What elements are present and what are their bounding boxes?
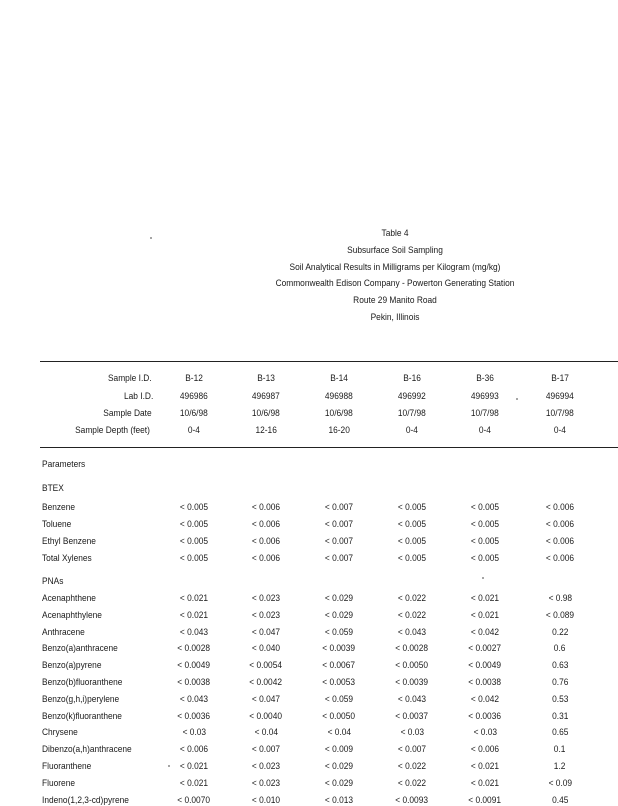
header-date-cell: 10/7/98 — [398, 408, 426, 419]
parameters-heading: Parameters — [42, 459, 86, 470]
result-cell: < 0.005 — [397, 553, 427, 564]
result-cell: < 0.029 — [324, 761, 354, 772]
result-cell: < 0.04 — [327, 727, 351, 739]
result-cell: < 0.042 — [470, 626, 500, 638]
result-cell: < 0.006 — [545, 536, 575, 547]
btex-heading: BTEX — [42, 483, 64, 494]
table-number: Table 4 — [381, 228, 409, 239]
site-address: Route 29 Manito Road — [353, 295, 437, 307]
parameter-name: Benzo(g,h,i)perylene — [42, 693, 120, 705]
result-cell: < 0.021 — [179, 761, 209, 772]
result-cell: < 0.010 — [251, 794, 281, 806]
result-cell: < 0.0037 — [395, 710, 429, 722]
table-results-caption: Soil Analytical Results in Milligrams per Kilogram (mg/kg) — [289, 261, 501, 273]
header-lab-id-cell: 496993 — [471, 391, 499, 402]
result-cell: < 0.013 — [324, 794, 354, 806]
result-cell: < 0.089 — [545, 609, 575, 621]
parameter-name: Indeno(1,2,3-cd)pyrene — [42, 794, 129, 806]
result-cell: < 0.0049 — [468, 660, 502, 672]
header-sample-id-cell: B-36 — [476, 373, 494, 384]
result-cell: < 0.059 — [324, 626, 354, 638]
result-cell: < 0.029 — [324, 777, 354, 789]
result-cell: < 0.0049 — [177, 660, 211, 672]
result-cell: < 0.006 — [251, 519, 281, 530]
parameter-name: Acenaphthylene — [42, 609, 102, 621]
result-cell: 0.45 — [551, 794, 569, 806]
result-cell: 0.31 — [551, 710, 569, 722]
parameter-name: Chrysene — [42, 727, 78, 739]
result-cell: < 0.059 — [324, 693, 354, 705]
result-cell: < 0.005 — [470, 519, 500, 530]
result-cell: < 0.007 — [324, 519, 354, 530]
table-subtitle: Subsurface Soil Sampling — [347, 244, 443, 256]
result-cell: < 0.005 — [470, 536, 500, 547]
result-cell: < 0.021 — [179, 609, 209, 621]
header-lab-id-cell: 496986 — [180, 391, 208, 402]
result-cell: < 0.043 — [179, 626, 209, 638]
result-cell: 0.63 — [551, 660, 569, 672]
parameter-name: Benzene — [42, 502, 76, 513]
result-cell: < 0.042 — [470, 693, 500, 705]
header-lab-id-cell: 496992 — [398, 391, 426, 402]
result-cell: < 0.005 — [470, 553, 500, 564]
parameter-name: Dibenzo(a,h)anthracene — [42, 744, 132, 756]
result-cell: < 0.09 — [548, 777, 572, 789]
result-cell: < 0.0054 — [249, 660, 283, 672]
result-cell: < 0.007 — [324, 553, 354, 564]
result-cell: < 0.021 — [179, 593, 209, 604]
header-lab-id-cell: 496988 — [325, 391, 353, 402]
result-cell: < 0.021 — [470, 609, 500, 621]
parameter-name: Fluorene — [42, 777, 75, 789]
result-cell: < 0.047 — [251, 693, 281, 705]
result-cell: < 0.006 — [251, 502, 281, 513]
header-date-cell: 10/6/98 — [325, 408, 353, 419]
result-cell: < 0.005 — [179, 502, 209, 513]
result-cell: < 0.006 — [251, 553, 281, 564]
scan-speck — [516, 398, 518, 400]
header-date-cell: 10/6/98 — [180, 408, 208, 419]
header-depth-cell: 16-20 — [328, 425, 350, 436]
result-cell: < 0.023 — [251, 777, 281, 789]
header-sample-id-cell: B-17 — [551, 373, 569, 384]
result-cell: < 0.022 — [397, 761, 427, 772]
result-cell: 1.2 — [554, 761, 566, 772]
header-depth-cell: 12-16 — [255, 425, 277, 436]
result-cell: < 0.021 — [470, 761, 500, 772]
result-cell: < 0.022 — [397, 593, 427, 604]
result-cell: < 0.006 — [179, 744, 209, 756]
result-cell: < 0.03 — [473, 727, 497, 739]
result-cell: < 0.03 — [182, 727, 206, 739]
parameter-name: Toluene — [42, 519, 72, 530]
result-cell: < 0.0091 — [468, 794, 502, 806]
sample-id-label: Sample I.D. — [108, 373, 153, 384]
parameter-name: Benzo(a)anthracene — [42, 643, 118, 655]
result-cell: < 0.043 — [397, 693, 427, 705]
header-depth-cell: 0-4 — [553, 425, 567, 436]
result-cell: < 0.0050 — [395, 660, 429, 672]
result-cell: < 0.0036 — [177, 710, 211, 722]
table-header-rule — [40, 447, 618, 448]
lab-id-label: Lab I.D. — [123, 391, 154, 402]
sample-date-label: Sample Date — [103, 408, 152, 419]
result-cell: 0.6 — [554, 643, 566, 655]
result-cell: < 0.005 — [470, 502, 500, 513]
result-cell: < 0.005 — [397, 536, 427, 547]
result-cell: 0.76 — [551, 677, 569, 688]
parameter-name: Fluoranthene — [42, 761, 92, 772]
header-lab-id-cell: 496987 — [252, 391, 280, 402]
result-cell: < 0.007 — [324, 536, 354, 547]
sample-depth-label: Sample Depth (feet) — [75, 425, 150, 436]
result-cell: < 0.0036 — [468, 710, 502, 722]
header-lab-id-cell: 496994 — [546, 391, 574, 402]
result-cell: < 0.023 — [251, 593, 281, 604]
header-sample-id-cell: B-12 — [185, 373, 203, 384]
result-cell: < 0.0028 — [177, 643, 211, 655]
parameter-name: Total Xylenes — [42, 553, 92, 564]
result-cell: < 0.022 — [397, 777, 427, 789]
scan-speck — [150, 237, 152, 239]
result-cell: < 0.0050 — [322, 710, 356, 722]
result-cell: 0.1 — [554, 744, 566, 756]
pnas-heading: PNAs — [42, 576, 64, 587]
header-date-cell: 10/6/98 — [252, 408, 280, 419]
result-cell: < 0.0027 — [468, 643, 502, 655]
table-title-block — [250, 226, 540, 327]
header-depth-cell: 0-4 — [187, 425, 201, 436]
result-cell: < 0.0093 — [395, 794, 429, 806]
result-cell: < 0.021 — [179, 777, 209, 789]
result-cell: < 0.040 — [251, 643, 281, 655]
header-date-cell: 10/7/98 — [546, 408, 574, 419]
result-cell: < 0.0070 — [177, 794, 211, 806]
header-depth-cell: 0-4 — [478, 425, 492, 436]
result-cell: < 0.023 — [251, 609, 281, 621]
result-cell: < 0.006 — [545, 519, 575, 530]
company-name: Commonwealth Edison Company - Powerton Generating Station — [275, 278, 515, 290]
result-cell: < 0.0053 — [322, 677, 356, 688]
parameter-name: Acenaphthene — [42, 593, 96, 604]
parameter-name: Benzo(a)pyrene — [42, 660, 102, 672]
header-date-cell: 10/7/98 — [471, 408, 499, 419]
parameter-name: Benzo(k)fluoranthene — [42, 710, 122, 722]
table-top-rule — [40, 361, 618, 362]
result-cell: < 0.98 — [548, 593, 572, 604]
parameter-name: Benzo(b)fluoranthene — [42, 677, 123, 688]
result-cell: < 0.021 — [470, 777, 500, 789]
result-cell: < 0.021 — [470, 593, 500, 604]
scan-speck — [482, 577, 484, 579]
result-cell: < 0.022 — [397, 609, 427, 621]
result-cell: < 0.0038 — [468, 677, 502, 688]
result-cell: < 0.0028 — [395, 643, 429, 655]
result-cell: < 0.007 — [397, 744, 427, 756]
result-cell: < 0.007 — [251, 744, 281, 756]
result-cell: < 0.0040 — [249, 710, 283, 722]
result-cell: < 0.029 — [324, 593, 354, 604]
result-cell: < 0.0039 — [322, 643, 356, 655]
parameter-name: Ethyl Benzene — [42, 536, 96, 547]
result-cell: < 0.0039 — [395, 677, 429, 688]
header-sample-id-cell: B-14 — [330, 373, 348, 384]
result-cell: < 0.005 — [179, 536, 209, 547]
result-cell: < 0.005 — [179, 553, 209, 564]
parameter-name: Anthracene — [42, 626, 85, 638]
scan-speck — [168, 765, 170, 767]
result-cell: < 0.007 — [324, 502, 354, 513]
result-cell: < 0.023 — [251, 761, 281, 772]
result-cell: < 0.043 — [397, 626, 427, 638]
result-cell: < 0.006 — [251, 536, 281, 547]
site-city: Pekin, Illinois — [370, 311, 420, 323]
result-cell: 0.22 — [551, 626, 569, 638]
header-sample-id-cell: B-13 — [257, 373, 275, 384]
result-cell: < 0.005 — [397, 502, 427, 513]
result-cell: 0.65 — [551, 727, 569, 739]
header-sample-id-cell: B-16 — [403, 373, 421, 384]
result-cell: < 0.009 — [324, 744, 354, 756]
result-cell: < 0.0042 — [249, 677, 283, 688]
result-cell: 0.53 — [551, 693, 569, 705]
result-cell: < 0.04 — [254, 727, 278, 739]
result-cell: < 0.006 — [545, 502, 575, 513]
result-cell: < 0.047 — [251, 626, 281, 638]
header-depth-cell: 0-4 — [405, 425, 419, 436]
result-cell: < 0.03 — [400, 727, 424, 739]
result-cell: < 0.005 — [397, 519, 427, 530]
result-cell: < 0.006 — [545, 553, 575, 564]
result-cell: < 0.006 — [470, 744, 500, 756]
result-cell: < 0.0038 — [177, 677, 211, 688]
result-cell: < 0.029 — [324, 609, 354, 621]
result-cell: < 0.0067 — [322, 660, 356, 672]
result-cell: < 0.043 — [179, 693, 209, 705]
result-cell: < 0.005 — [179, 519, 209, 530]
